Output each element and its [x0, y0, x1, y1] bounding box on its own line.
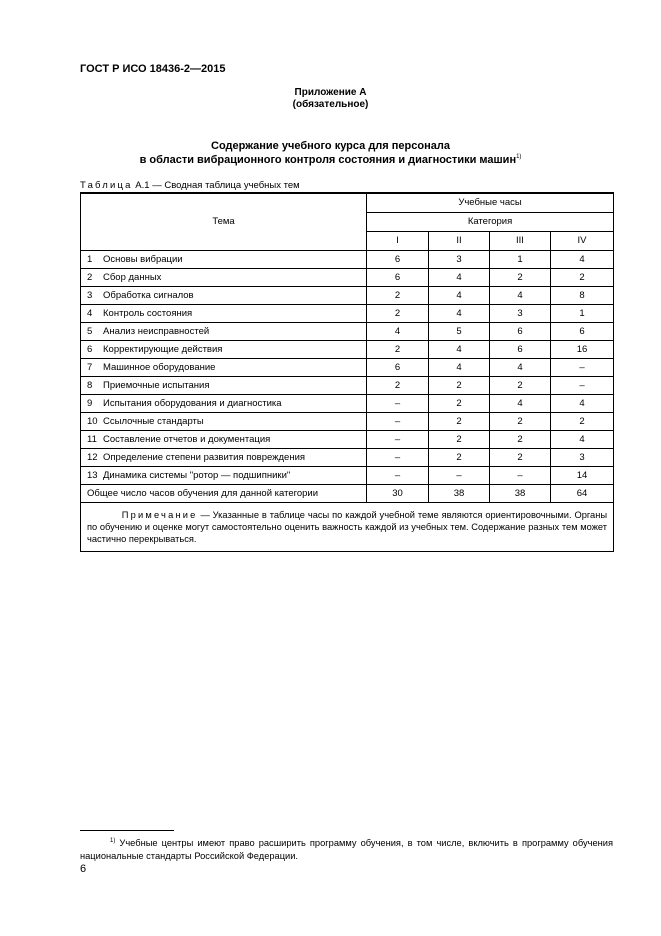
hours-cell: 4	[551, 250, 614, 268]
footnote	[80, 835, 613, 863]
annex-title: Приложение А	[294, 87, 367, 98]
table-row	[81, 358, 614, 376]
hours-cell: 2	[429, 376, 490, 394]
section-heading-line2-text: в области вибрационного контроля состояния и диагностики машин	[139, 154, 517, 166]
topic-name: Составление отчетов и документация	[103, 433, 271, 445]
topic-name: Основы вибрации	[103, 253, 183, 265]
hours-cell: 4	[429, 268, 490, 286]
page-number: 6	[80, 863, 87, 875]
column-header-category: Категория	[367, 212, 614, 231]
hours-cell: –	[367, 412, 429, 430]
topic-number: 11	[87, 433, 97, 445]
hours-cell: 4	[551, 394, 614, 412]
topic-number: 13	[87, 469, 98, 481]
hours-cell: –	[429, 466, 490, 484]
hours-cell: 3	[551, 448, 614, 466]
table-row	[81, 286, 614, 304]
hours-cell: 3	[490, 304, 551, 322]
topic-number: 1	[87, 253, 93, 265]
topic-cell	[81, 250, 367, 268]
column-header-hours: Учебные часы	[367, 193, 614, 212]
hours-cell: –	[367, 430, 429, 448]
hours-cell: 1	[551, 304, 614, 322]
topic-name: Машинное оборудование	[103, 361, 216, 373]
heading-footnote-mark: 1)	[516, 154, 522, 160]
topic-cell	[81, 322, 367, 340]
hours-cell: –	[367, 466, 429, 484]
hours-cell: 2	[429, 430, 490, 448]
hours-cell: –	[367, 394, 429, 412]
table-row	[81, 322, 614, 340]
hours-cell: 4	[490, 394, 551, 412]
topic-name: Испытания оборудования и диагностика	[103, 397, 282, 409]
topic-cell	[81, 466, 367, 484]
topic-name: Сбор данных	[103, 271, 162, 283]
table-row	[81, 394, 614, 412]
hours-cell: 4	[490, 286, 551, 304]
topic-cell	[81, 286, 367, 304]
total-value: 64	[551, 484, 614, 502]
table-note	[81, 502, 614, 551]
hours-cell: 5	[429, 322, 490, 340]
hours-cell: 2	[367, 304, 429, 322]
topic-cell	[81, 304, 367, 322]
hours-cell: 2	[551, 268, 614, 286]
table-row	[81, 466, 614, 484]
hours-cell: 8	[551, 286, 614, 304]
hours-cell: 4	[429, 286, 490, 304]
hours-cell: 2	[429, 412, 490, 430]
total-value: 30	[367, 484, 429, 502]
table-row	[81, 268, 614, 286]
hours-cell: 6	[551, 322, 614, 340]
note-row	[81, 502, 614, 551]
hours-cell: 2	[490, 412, 551, 430]
note-label: Примечание	[121, 509, 198, 520]
topic-number: 5	[87, 325, 93, 337]
topic-cell	[81, 268, 367, 286]
hours-cell: –	[551, 376, 614, 394]
hours-cell: –	[551, 358, 614, 376]
hours-cell: 3	[429, 250, 490, 268]
hours-cell: 6	[490, 322, 551, 340]
topic-name: Корректирующие действия	[103, 343, 223, 355]
table-caption-text: А.1 — Сводная таблица учебных тем	[135, 180, 300, 191]
hours-cell: 6	[367, 358, 429, 376]
table-caption-label: Таблица	[80, 180, 133, 191]
topic-name: Ссылочные стандарты	[103, 415, 204, 427]
hours-cell: 4	[429, 304, 490, 322]
topics-table	[80, 192, 614, 552]
topic-cell	[81, 448, 367, 466]
topic-name: Определение степени развития повреждения	[103, 451, 306, 463]
total-label: Общее число часов обучения для данной категории	[81, 484, 367, 502]
topic-name: Анализ неисправностей	[103, 325, 210, 337]
topic-cell	[81, 394, 367, 412]
topic-cell	[81, 430, 367, 448]
category-header: III	[490, 231, 551, 250]
hours-cell: 6	[367, 268, 429, 286]
hours-cell: 16	[551, 340, 614, 358]
total-row	[81, 484, 614, 502]
footnote-text: Учебные центры имеют право расширить программу обучения, в том числе, включить в программу обучения национальные стандарты Российской Федерации.	[80, 838, 613, 861]
hours-cell: 6	[490, 340, 551, 358]
section-heading-line2	[0, 154, 661, 166]
hours-cell: 2	[367, 340, 429, 358]
topic-name: Обработка сигналов	[103, 289, 194, 301]
hours-cell: 4	[429, 358, 490, 376]
table-row	[81, 304, 614, 322]
topic-number: 6	[87, 343, 93, 355]
hours-cell: 4	[367, 322, 429, 340]
topic-cell	[81, 340, 367, 358]
note-text: — Указанные в таблице часы по каждой учебной теме являются ориентировочными. Органы по обучению и оценке могут самостоятельно оценить важность каждой из учебных тем. Содержание разных тем может частично перекрываться.	[87, 509, 608, 544]
topic-number: 2	[87, 271, 93, 283]
table-row	[81, 340, 614, 358]
hours-cell: 2	[490, 430, 551, 448]
table-row	[81, 376, 614, 394]
hours-cell: 2	[367, 376, 429, 394]
topic-cell	[81, 412, 367, 430]
hours-cell: 2	[490, 448, 551, 466]
topic-number: 12	[87, 451, 98, 463]
topic-number: 8	[87, 379, 93, 391]
hours-cell: –	[367, 448, 429, 466]
footnote-mark: 1)	[110, 838, 116, 844]
topic-name: Приемочные испытания	[103, 379, 210, 391]
category-header: IV	[551, 231, 614, 250]
table-row	[81, 412, 614, 430]
topic-number: 4	[87, 307, 93, 319]
hours-cell: 2	[429, 394, 490, 412]
footnote-divider	[80, 830, 174, 831]
topic-number: 3	[87, 289, 93, 301]
hours-cell: 6	[367, 250, 429, 268]
topic-cell	[81, 376, 367, 394]
topic-cell	[81, 358, 367, 376]
hours-cell: 2	[551, 412, 614, 430]
topic-number: 9	[87, 397, 93, 409]
category-header: II	[429, 231, 490, 250]
hours-cell: 4	[429, 340, 490, 358]
hours-cell: 1	[490, 250, 551, 268]
annex-type: (обязательное)	[292, 99, 369, 110]
total-value: 38	[429, 484, 490, 502]
hours-cell: 2	[367, 286, 429, 304]
hours-cell: 2	[490, 268, 551, 286]
table-row	[81, 448, 614, 466]
column-header-topic: Тема	[81, 193, 367, 250]
hours-cell: 2	[490, 376, 551, 394]
document-code: ГОСТ Р ИСО 18436-2—2015	[80, 63, 226, 75]
topic-number: 7	[87, 361, 93, 373]
topic-name: Контроль состояния	[103, 307, 193, 319]
topic-name: Динамика системы "ротор — подшипники"	[103, 469, 291, 481]
category-header: I	[367, 231, 429, 250]
hours-cell: –	[490, 466, 551, 484]
table-row	[81, 250, 614, 268]
hours-cell: 4	[490, 358, 551, 376]
total-value: 38	[490, 484, 551, 502]
table-row	[81, 430, 614, 448]
hours-cell: 14	[551, 466, 614, 484]
section-heading-line1: Содержание учебного курса для персонала	[211, 140, 450, 152]
hours-cell: 2	[429, 448, 490, 466]
table-caption	[80, 180, 300, 191]
topic-number: 10	[87, 415, 98, 427]
hours-cell: 4	[551, 430, 614, 448]
